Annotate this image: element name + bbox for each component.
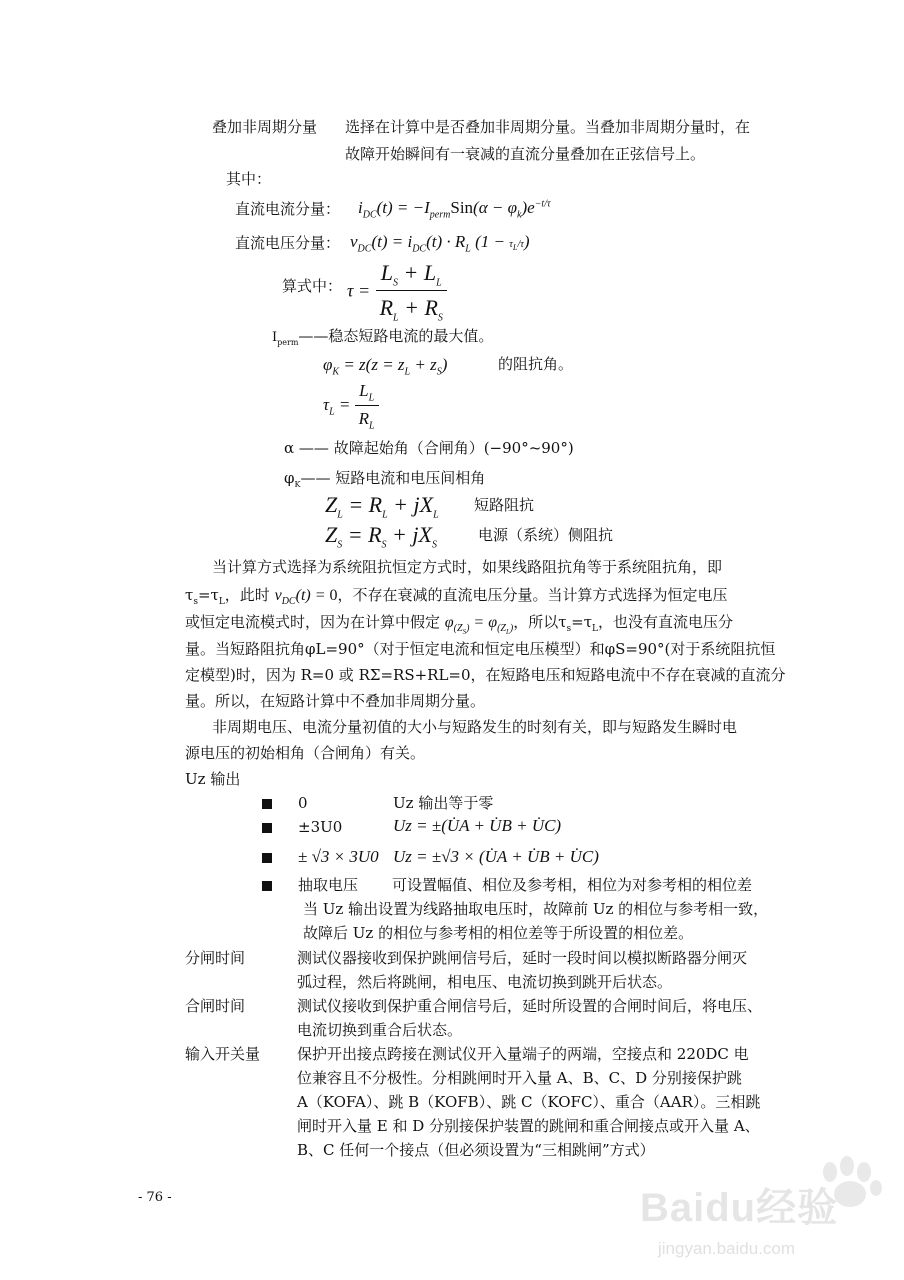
p2-line1: 非周期电压、电流分量初值的大小与短路发生的时刻有关，即与短路发生瞬时电 <box>212 718 738 736</box>
taul-formula: $\tau_L$ = $\frac{L_L}{R_L}$ <box>323 378 379 434</box>
phik-sub: K <box>294 480 301 489</box>
p1-line1: 当计算方式选择为系统阻抗恒定方式时，如果线路阻抗角等于系统阻抗角，即 <box>212 558 723 576</box>
uz-desc-2: Uz = ±(U̇A + U̇B + U̇C) <box>393 816 562 835</box>
bullet-2 <box>262 823 272 833</box>
zl-formula: $Z_L = R_L + jX_L$ <box>325 492 439 521</box>
uz-note-line2: 故障后 Uz 的相位与参考相的相位差等于所设置的相位差。 <box>303 924 694 942</box>
def-3-line5: B、C 任何一个接点（但必须设置为“三相跳闸”方式） <box>297 1141 655 1159</box>
p1-sub-s: s <box>193 597 198 607</box>
uz-desc-3: Uz = ±√3 × (U̇A + U̇B + U̇C) <box>393 847 599 866</box>
tau-formula: τ = $\frac{L_S + L_L}{R_L + R_S}$ <box>347 256 447 326</box>
term-desc-line1: 选择在计算中是否叠加非周期分量。当叠加非周期分量时，在 <box>345 118 751 136</box>
p1-line5: 定模型)时，因为 R=0 或 RΣ=RS+RL=0，在短路电压和短路电流中不存在衰减的直流分 <box>185 666 786 684</box>
def-term-2: 合闸时间 <box>185 997 246 1015</box>
where-label: 其中： <box>226 170 272 188</box>
bullet-1 <box>262 799 272 809</box>
def-3-line4: 闸时开入量 E 和 D 分别接保护装置的跳闸和重合闸接点或开入量 A、 <box>297 1117 760 1135</box>
dc-voltage-formula: $v_{DC}(t) = i_{DC}(t) \cdot R_L$ $(1 - \tau_L/\tau)$ <box>350 232 530 255</box>
p1-line4: 量。当短路阻抗角φL=90°（对于恒定电流和恒定电压模型）和φS=90°(对于系统阻抗恒 <box>185 640 776 658</box>
tau-label: 算式中： <box>282 277 343 295</box>
uz-note-line1: 当 Uz 输出设置为线路抽取电压时，故障前 Uz 的相位与参考相一致， <box>303 900 769 918</box>
p1-line6: 量。所以，在短路计算中不叠加非周期分量。 <box>185 692 486 710</box>
page-number: - 76 - <box>138 1190 172 1205</box>
phik-text2: —— 短路电流和电压间相角 <box>300 469 486 487</box>
p1-text-e: ，此时 <box>224 586 270 604</box>
uz-opt-1: 0 <box>298 794 308 812</box>
watermark-brand: Baidu经验 <box>640 1186 839 1230</box>
p1-vdc-eq: $v_{DC}(t) = 0$ <box>274 587 338 608</box>
bullet-3 <box>262 853 272 863</box>
zl-text: 短路阻抗 <box>474 496 535 514</box>
iperm-symbol: I <box>272 330 278 345</box>
phik-formula: $\varphi_K = z(z = z_L + z_S)$ <box>323 355 448 378</box>
p1-l3-d: =τ <box>571 613 593 631</box>
p1-phi-eq: $\varphi_{(Z_S)} = \varphi_{(Z_L)}$ <box>444 614 514 637</box>
def-3-line3: A（KOFA）、跳 B（KOFB）、跳 C（KOFC）、重合（AAR）。三相跳 <box>297 1093 761 1111</box>
def-2-line2: 电流切换到重合后状态。 <box>297 1021 463 1039</box>
def-2-line1: 测试仪接收到保护重合闸信号后，延时所设置的合闸时间后，将电压、 <box>297 997 763 1015</box>
p1-line2 <box>185 584 728 610</box>
alpha-text: —— 故障起始角（合闸角）(−90°~90°) <box>298 439 574 457</box>
alpha-symbol: α <box>284 439 295 457</box>
bullet-4 <box>262 881 272 891</box>
uz-desc-1: Uz 输出等于零 <box>393 794 494 812</box>
uz-title: Uz 输出 <box>185 770 241 788</box>
p1-l3-a: 或恒定电流模式时，因为在计算中假定 <box>185 613 441 631</box>
iperm-text: ——稳态短路电流的最大值。 <box>298 327 494 345</box>
phik-text: 的阻抗角。 <box>498 355 574 373</box>
watermark-url: jingyan.baidu.com <box>658 1239 796 1258</box>
p1-text-f: ，不存在衰减的直流电压分量。当计算方式选择为恒定电压 <box>337 586 728 604</box>
p1-l3-e: L <box>592 624 599 634</box>
p1-tau-s: τ <box>185 586 194 604</box>
def-1-line2: 弧过程，然后将跳闸，相电压、电流切换到跳开后状态。 <box>297 973 673 991</box>
uz-opt-4: 抽取电压 <box>298 876 359 894</box>
baidu-watermark <box>640 1150 890 1265</box>
dc-current-label: 直流电流分量： <box>235 200 341 218</box>
zs-text: 电源（系统）侧阻抗 <box>478 526 614 544</box>
term-label: 叠加非周期分量 <box>212 118 318 136</box>
p1-l3-c: s <box>566 624 572 634</box>
dc-current-formula: $i_{DC}(t) = -I_{perm}Sin(\alpha - \varphi_k)e^{-t/\tau}$ <box>358 198 551 221</box>
term-desc-line2: 故障开始瞬间有一衰减的直流分量叠加在正弦信号上。 <box>345 145 706 163</box>
p1-eq-tau: =τ <box>197 586 219 604</box>
uz-opt-2: ±3U0 <box>298 818 343 836</box>
uz-desc-4: 可设置幅值、相位及参考相，相位为对参考相的相位差 <box>392 876 753 894</box>
p1-line3 <box>185 611 733 638</box>
def-3-line1: 保护开出接点跨接在测试仪开入量端子的两端，空接点和 220DC 电 <box>297 1045 749 1063</box>
p2-line2: 源电压的初始相角（合闸角）有关。 <box>185 744 426 762</box>
p1-l3-b: ，所以τ <box>513 613 567 631</box>
def-term-3: 输入开关量 <box>185 1045 261 1063</box>
uz-opt-3: ± √3 × 3U0 <box>298 847 379 866</box>
def-3-line2: 位兼容且不分极性。分相跳闸时开入量 A、B、C、D 分别接保护跳 <box>297 1069 742 1087</box>
phik-symbol: φ <box>284 469 295 487</box>
iperm-def <box>272 325 493 349</box>
def-term-1: 分闸时间 <box>185 949 246 967</box>
p1-sub-l: L <box>218 597 225 607</box>
zs-formula: $Z_S = R_S + jX_S$ <box>325 522 437 551</box>
p1-l3-f: ，也没有直流电压分 <box>598 613 734 631</box>
iperm-sub: perm <box>277 338 299 347</box>
dc-voltage-label: 直流电压分量： <box>235 234 341 252</box>
def-1-line1: 测试仪器接收到保护跳闸信号后，延时一段时间以模拟断路器分闸灭 <box>297 949 748 967</box>
alpha-def <box>284 437 574 460</box>
